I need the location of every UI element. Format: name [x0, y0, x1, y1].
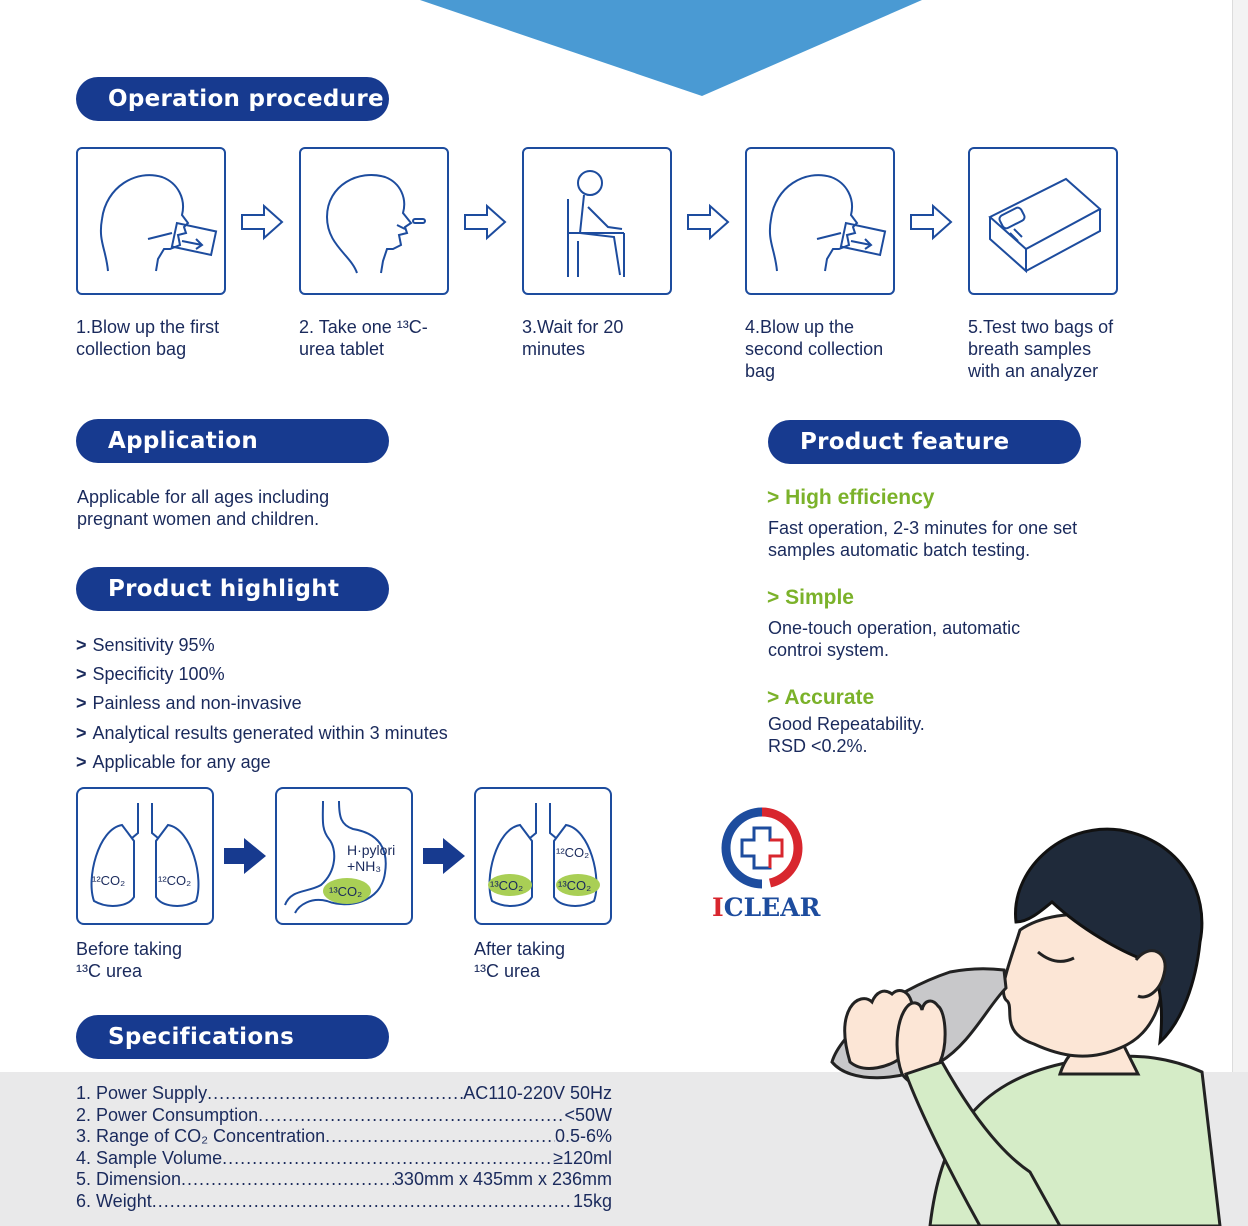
- section-title-specifications: Specifications: [76, 1015, 389, 1059]
- lungs-after-diagram: [474, 787, 612, 925]
- list-item: > Applicable for any age: [76, 751, 271, 772]
- step-4-image: [745, 147, 895, 295]
- step-arrow-icon: [463, 203, 509, 241]
- seated-person-icon: [524, 149, 670, 293]
- feature-title-accurate: > Accurate: [767, 686, 875, 709]
- list-item: > Painless and non-invasive: [76, 693, 302, 714]
- co2-label: ¹²CO₂: [92, 873, 126, 888]
- blow-bag-icon: [78, 149, 224, 293]
- co2-label: ¹²CO₂: [556, 845, 590, 860]
- before-caption: Before taking ¹³C urea: [76, 939, 183, 981]
- page-edge: [1232, 0, 1248, 1226]
- section-title-operation: Operation procedure: [76, 77, 389, 121]
- spec-row: 6. Weight ..... 15kg: [76, 1190, 612, 1212]
- hpylori-label: H·pylori: [347, 842, 396, 858]
- list-item: > Specificity 100%: [76, 664, 225, 685]
- feature-title-efficiency: > High efficiency: [767, 486, 935, 509]
- co2-label: ¹³CO₂: [490, 878, 524, 893]
- co2-label: ¹³CO₂: [558, 878, 592, 893]
- co2-label: ¹²CO₂: [158, 873, 192, 888]
- spec-row: 5. Dimension ..... 330mm x 435mm x 236mm: [76, 1168, 612, 1190]
- feature-text-simple: One-touch operation, automatic controi system.: [768, 618, 1021, 660]
- step-4-caption: 4.Blow up the second collection bag: [745, 317, 884, 381]
- step-arrow-icon: [240, 203, 286, 241]
- section-title-feature: Product feature: [768, 420, 1081, 464]
- step-3-caption: 3.Wait for 20 minutes: [522, 317, 624, 359]
- diagram-arrow-icon: [222, 838, 268, 874]
- co2-label: ¹³CO₂: [329, 884, 363, 899]
- list-item: > Analytical results generated within 3 minutes: [76, 722, 448, 743]
- spec-row: 4. Sample Volume ..... ≥120ml: [76, 1147, 612, 1169]
- list-item: > Sensitivity 95%: [76, 635, 215, 655]
- nh3-label: +NH₃: [347, 858, 382, 874]
- section-title-application: Application: [76, 419, 389, 463]
- spec-row: 2. Power Consumption ..... <50W: [76, 1104, 612, 1126]
- take-tablet-icon: [301, 149, 447, 293]
- brand-name: ICLEAR: [712, 893, 821, 922]
- feature-title-simple: > Simple: [767, 586, 854, 609]
- feature-text-accurate: Good Repeatability. RSD <0.2%.: [768, 714, 925, 756]
- stomach-icon: [277, 789, 411, 923]
- stomach-diagram: [275, 787, 413, 925]
- step-5-caption: 5.Test two bags of breath samples with an analyzer: [968, 317, 1114, 381]
- blow-bag-icon: [747, 149, 893, 293]
- feature-text-efficiency: Fast operation, 2-3 minutes for one set samples automatic batch testing.: [768, 518, 1078, 560]
- step-2-image: [299, 147, 449, 295]
- lungs-before-diagram: [76, 787, 214, 925]
- step-1-caption: 1.Blow up the first collection bag: [76, 317, 220, 359]
- boy-with-breath-bag-illustration: [820, 812, 1232, 1226]
- brand-logo-icon: [718, 806, 806, 890]
- step-1-image: [76, 147, 226, 295]
- lungs-icon: [476, 789, 610, 923]
- diagram-arrow-icon: [421, 838, 467, 874]
- lungs-icon: [78, 789, 212, 923]
- step-5-image: [968, 147, 1118, 295]
- spec-row: 3. Range of CO₂ Concentration ..... 0.5-6%: [76, 1125, 612, 1147]
- step-arrow-icon: [686, 203, 732, 241]
- analyzer-icon: [970, 149, 1116, 293]
- after-caption: After taking ¹³C urea: [474, 939, 566, 981]
- spec-row: 1. Power Supply ..... AC110-220V 50Hz: [76, 1082, 612, 1104]
- highlight-list: [76, 633, 448, 779]
- application-text: Applicable for all ages including pregnant women and children.: [77, 487, 330, 529]
- step-arrow-icon: [909, 203, 955, 241]
- section-title-highlight: Product highlight: [76, 567, 389, 611]
- step-2-caption: 2. Take one ¹³C- urea tablet: [299, 317, 428, 359]
- step-3-image: [522, 147, 672, 295]
